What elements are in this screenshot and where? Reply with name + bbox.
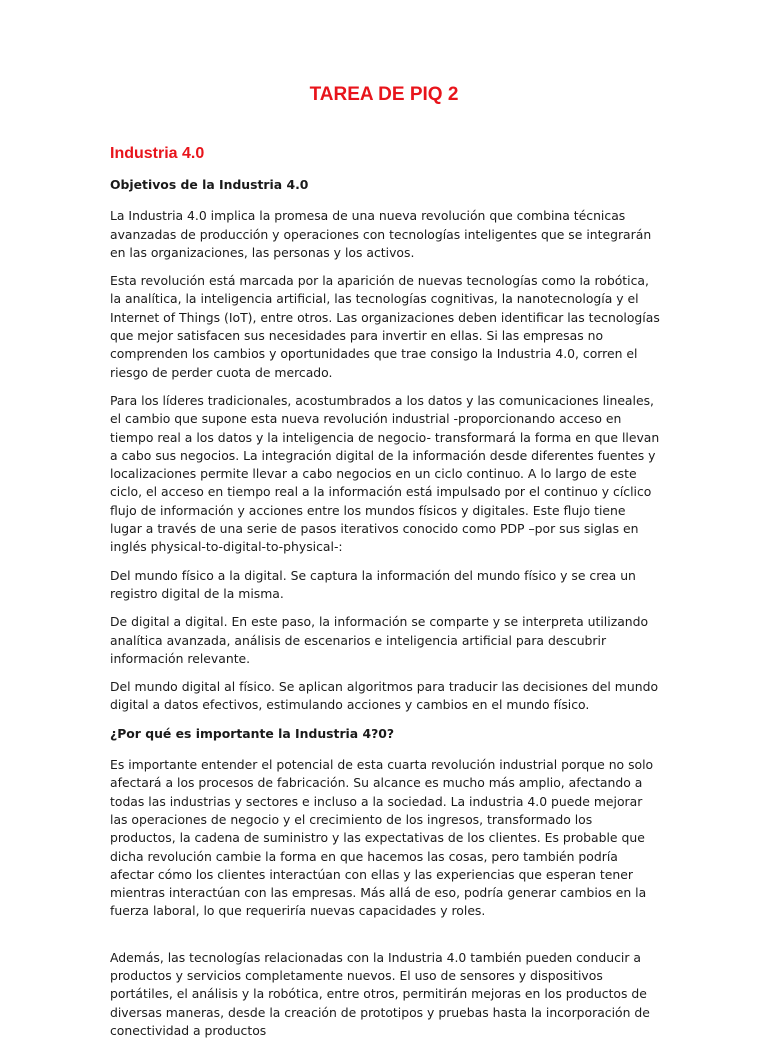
paragraph: Esta revolución está marcada por la aparición de nuevas tecnologías como la robótica, la analítica, la inteligencia artificial, las tecnologías cognitivas, la nanotecnología y el Internet of Things (IoT), entre otros. Las organizaciones deben identificar las tecnologías que mejor satisfacen sus necesidades para invertir en ellas. Si las empresas no comprenden los cambios y oportunidades que trae consigo la Industria 4.0, corren el riesgo de perder cuota de mercado. [110,273,660,380]
section-heading: Industria 4.0 [110,145,205,162]
paragraph: De digital a digital. En este paso, la información se comparte y se interpreta utilizando analítica avanzada, análisis de escenarios e inteligencia artificial para descubrir información relevante. [110,614,649,666]
paragraph: Del mundo digital al físico. Se aplican algoritmos para traducir las decisiones del mundo digital a datos efectivos, estimulando acciones y cambios en el mundo físico. [110,679,659,713]
document-title: TAREA DE PIQ 2 [309,84,459,105]
subheading-importance: ¿Por qué es importante la Industria 4?0? [110,725,395,741]
subheading-objectives: Objetivos de la Industria 4.0 [110,177,309,192]
paragraph: Es importante entender el potencial de esta cuarta revolución industrial porque no solo afectará a los procesos de fabricación. Su alcance es mucho más amplio, afectando a todas las industrias y sectores e incluso a la sociedad. La industria 4.0 puede mejorar las operaciones de negocio y el crecimiento de los ingresos, transformado los productos, la cadena de suministro y las expectativas de los clientes. Es probable que dicha revolución cambie la forma en que hacemos las cosas, pero también podría afectar cómo los clientes interactúan con ellas y las experiencias que esperan tener mientras interactúan con las empresas. Más allá de eso, podría generar cambios en la fuerza laboral, lo que requeriría nuevas capacidades y roles. [110,757,654,919]
document-body [110,176,661,1050]
paragraph: Para los líderes tradicionales, acostumbrados a los datos y las comunicaciones lineales, el cambio que supone esta nueva revolución industrial -proporcionando acceso en tiempo real a los datos y la inteligencia de negocio- transformará la forma en que llevan a cabo sus negocios. La integración digital de la información desde diferentes fuentes y localizaciones permite llevar a cabo negocios en un ciclo continuo. A lo largo de este ciclo, el acceso en tiempo real a la información está impulsado por el continuo y cíclico flujo de información y acciones entre los mundos físicos y digitales. Este flujo tiene lugar a través de una serie de pasos iterativos conocido como PDP –por sus siglas en inglés physical-to-digital-to-physical-: [110,392,660,555]
paragraph: La Industria 4.0 implica la promesa de una nueva revolución que combina técnicas avanzadas de producción y operaciones con tecnologías inteligentes que se integrarán en las organizaciones, las personas y los activos. [110,208,652,260]
paragraph: Además, las tecnologías relacionadas con la Industria 4.0 también pueden conducir a productos y servicios completamente nuevos. El uso de sensores y dispositivos portátiles, el análisis y la robótica, entre otros, permitirán mejoras en los productos de diversas maneras, desde la creación de prototipos y pruebas hasta la incorporación de conectividad a productos [110,949,650,1038]
paragraph: Del mundo físico a la digital. Se captura la información del mundo físico y se crea un registro digital de la misma. [110,567,636,601]
